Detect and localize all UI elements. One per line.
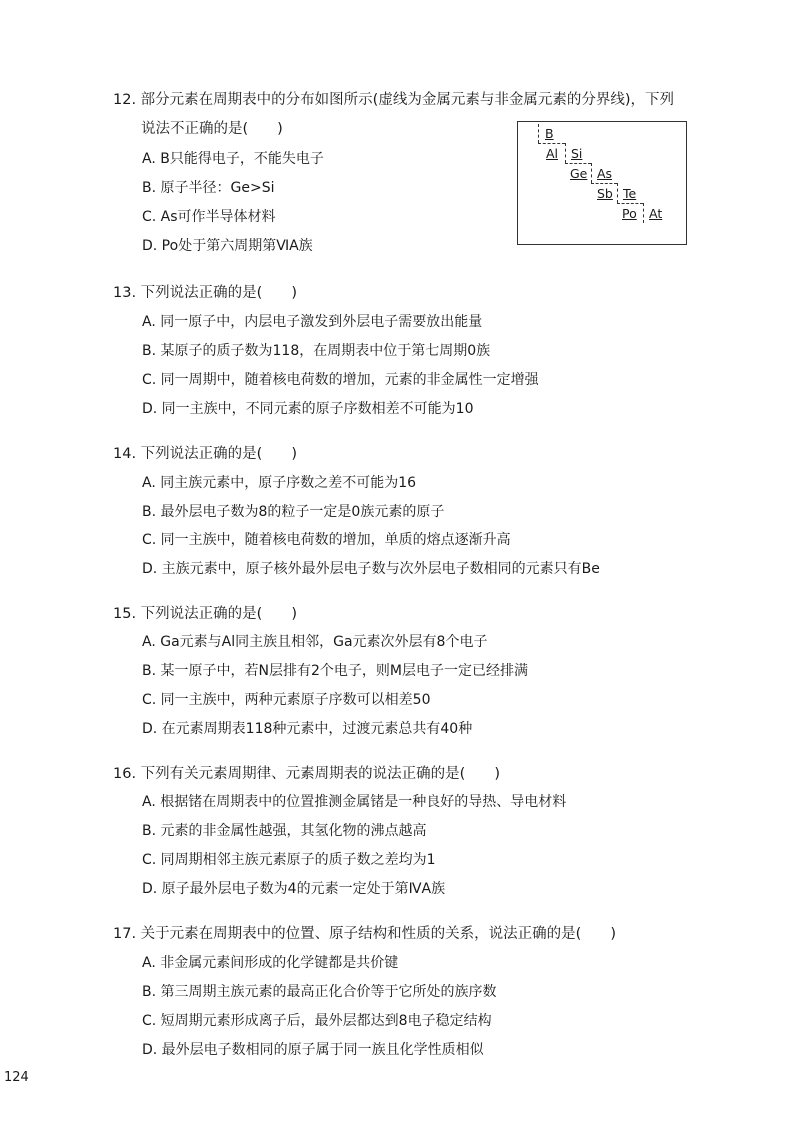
q14-stem	[113, 444, 297, 464]
boundary-line	[617, 203, 643, 204]
q13-number: 13.	[113, 285, 137, 301]
q13-stem-text: 下列说法正确的是( )	[140, 285, 297, 301]
q12-stem-text: 部分元素在周期表中的分布如图所示(虚线为金属元素与非金属元素的分界线)，下列	[140, 92, 674, 108]
q14-option-b: B. 最外层电子数为8的粒子一定是0族元素的原子	[142, 504, 445, 520]
q17-number: 17.	[113, 926, 137, 942]
q17-option-c: C. 短周期元素形成离子后，最外层都达到8电子稳定结构	[142, 1013, 492, 1029]
q16-option-b: B. 元素的非金属性越强，其氢化物的沸点越高	[142, 823, 427, 839]
q16-stem-text: 下列有关元素周期律、元素周期表的说法正确的是( )	[140, 766, 500, 782]
boundary-line	[565, 163, 591, 164]
q15-option-b: B. 某一原子中，若N层排有2个电子，则M层电子一定已经排满	[142, 663, 528, 679]
q17-option-a: A. 非金属元素间形成的化学键都是共价键	[142, 955, 399, 971]
q15-option-d: D. 在元素周期表118种元素中，过渡元素总共有40种	[142, 721, 473, 737]
q12-option-a: A. B只能得电子，不能失电子	[142, 151, 324, 167]
boundary-line	[617, 183, 618, 203]
q12-stem-line2: 说法不正确的是( )	[141, 121, 283, 137]
q17-option-d: D. 最外层电子数相同的原子属于同一族且化学性质相似	[142, 1042, 484, 1058]
q17-option-b: B. 第三周期主族元素的最高正化合价等于它所处的族序数	[142, 984, 497, 1000]
boundary-line	[591, 163, 592, 183]
q13-option-b: B. 某原子的质子数为118，在周期表中位于第七周期0族	[142, 343, 491, 359]
q14-option-a: A. 同主族元素中，原子序数之差不可能为16	[142, 475, 417, 491]
q13-option-d: D. 同一主族中，不同元素的原子序数相差不可能为10	[142, 401, 474, 417]
periodic-table-figure	[517, 121, 687, 245]
boundary-line	[538, 124, 539, 143]
q12-option-d: D. Po处于第六周期第ⅥA族	[142, 238, 313, 254]
q14-number: 14.	[113, 446, 137, 462]
element-po: Po	[622, 206, 637, 221]
q17-stem-text: 关于元素在周期表中的位置、原子结构和性质的关系，说法正确的是( )	[140, 926, 616, 942]
q12-option-b: B. 原子半径：Ge>Si	[142, 180, 275, 196]
element-sb: Sb	[597, 186, 613, 201]
element-al: Al	[546, 146, 559, 161]
element-si: Si	[571, 146, 583, 161]
page-number: 124	[4, 1070, 29, 1085]
q14-option-d: D. 主族元素中，原子核外最外层电子数与次外层电子数相同的元素只有Be	[142, 561, 600, 577]
q15-stem	[113, 604, 297, 624]
q16-option-c: C. 同周期相邻主族元素原子的质子数之差均为1	[142, 852, 436, 868]
element-as: As	[597, 166, 613, 181]
q12-stem-line1	[113, 90, 674, 110]
element-b: B	[545, 126, 554, 141]
q14-option-c: C. 同一主族中，随着核电荷数的增加，单质的熔点逐渐升高	[142, 532, 511, 548]
q15-option-a: A. Ga元素与Al同主族且相邻，Ga元素次外层有8个电子	[142, 634, 488, 650]
q14-stem-text: 下列说法正确的是( )	[140, 446, 297, 462]
element-te: Te	[623, 186, 637, 201]
q13-stem	[113, 283, 297, 303]
q16-option-a: A. 根据锗在周期表中的位置推测金属锗是一种良好的导热、导电材料	[142, 794, 567, 810]
q16-number: 16.	[113, 766, 137, 782]
q12-option-c: C. As可作半导体材料	[142, 209, 276, 225]
q15-stem-text: 下列说法正确的是( )	[140, 606, 297, 622]
q13-option-c: C. 同一周期中，随着核电荷数的增加，元素的非金属性一定增强	[142, 372, 539, 388]
q13-option-a: A. 同一原子中，内层电子激发到外层电子需要放出能量	[142, 314, 483, 330]
q17-stem	[113, 924, 616, 944]
boundary-line	[565, 143, 566, 163]
boundary-line	[538, 143, 565, 144]
q16-option-d: D. 原子最外层电子数为4的元素一定处于第ⅣA族	[142, 881, 446, 897]
q12-number: 12.	[113, 92, 137, 108]
q16-stem	[113, 764, 500, 784]
boundary-line	[643, 203, 644, 223]
q15-number: 15.	[113, 606, 137, 622]
element-at: At	[649, 206, 663, 221]
element-ge: Ge	[570, 166, 588, 181]
q15-option-c: C. 同一主族中，两种元素原子序数可以相差50	[142, 692, 431, 708]
boundary-line	[591, 183, 617, 184]
